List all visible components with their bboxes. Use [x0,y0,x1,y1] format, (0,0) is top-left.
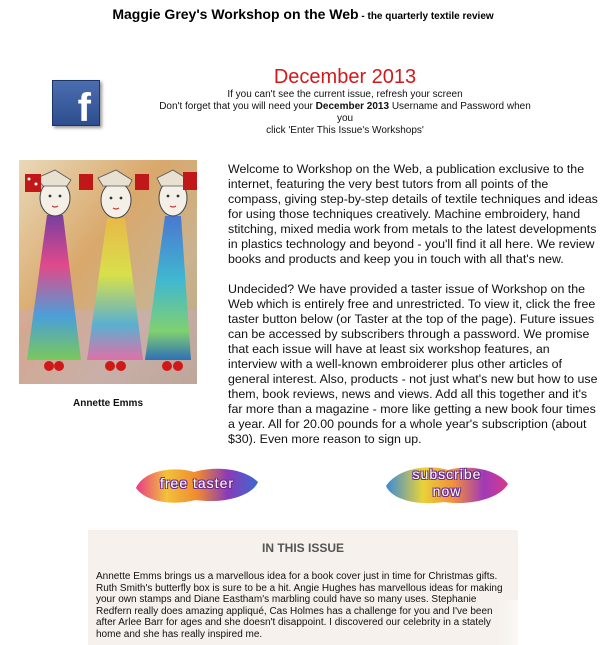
subscribe-now-button[interactable] [384,462,510,506]
edge-fade [500,600,550,645]
textile-artwork-image [19,160,197,384]
site-header [0,6,606,24]
in-this-issue-heading: IN THIS ISSUE [261,541,344,555]
site-subtitle: - the quarterly textile review [358,11,494,22]
issue-password-note: Don't forget that you will need your December 2013 Username and Password when you [159,101,531,124]
intro-paragraph-welcome: Welcome to Workshop on the Web, a publication exclusive to the internet, featuring the very best tutors from all points of the compass, giving step-by-step details of textile techniques and ideas for using those techniques creatively. Machine embroidery, hand stitching, mixed media work from metals to the latest developments in plastics technology and beyond - you'll find it all here. We review books and products and keep you in touch with all that's new. [228,162,598,266]
site-title: Maggie Grey's Workshop on the Web [112,6,359,22]
issue-block [150,66,540,137]
subscribe-label-line1: subscribe [412,466,482,482]
subscribe-label-line2: now [432,483,462,499]
in-this-issue-body: Annette Emms brings us a marvellous idea for a book cover just in time for Christmas gifts. Ruth Smith's butterfly box is sure to be a hit. Angie Hughes has marvellous ideas for making your own stamps and Diane Eastham's marbling could have so many uses. Stephanie Redfern really does amazing appliqué, Cas Holmes has a challenge for you and I've been after Arlee Barr for ages and she doesn't disappoint. I discovered our celebrity in a stately home and she has really inspired me. [96,571,503,640]
free-taster-label: free taster [159,475,235,491]
intro-text [228,162,598,462]
artwork-caption: Annette Emms [72,398,143,409]
intro-paragraph-undecided: Undecided? We have provided a taster issue of Workshop on the Web which is entirely free and unrestricted. To view it, click the free taster button below (or Taster at the top of the page). Future issues can be accessed by subscribers through a password. We promise that each issue will have at least six workshop features, an interview with a well-known embroiderer plus other articles of general interest. Also, products - not just what's new but how to use them, book reviews, news and views. Add all this together and it's far more than a magazine - more like getting a new book four times a year. All for 20.00 pounds for a whole year's subscription (about $30). Even more reason to sign up. [228,282,598,446]
free-taster-button[interactable] [134,462,260,506]
facebook-icon[interactable] [52,80,100,130]
in-this-issue-panel [88,530,518,645]
facebook-glyph: f [77,86,91,130]
issue-enter-note: click 'Enter This Issue's Workshops' [266,125,424,136]
issue-refresh-note: If you can't see the current issue, refresh your screen [227,89,463,100]
issue-title: December 2013 [273,66,417,88]
